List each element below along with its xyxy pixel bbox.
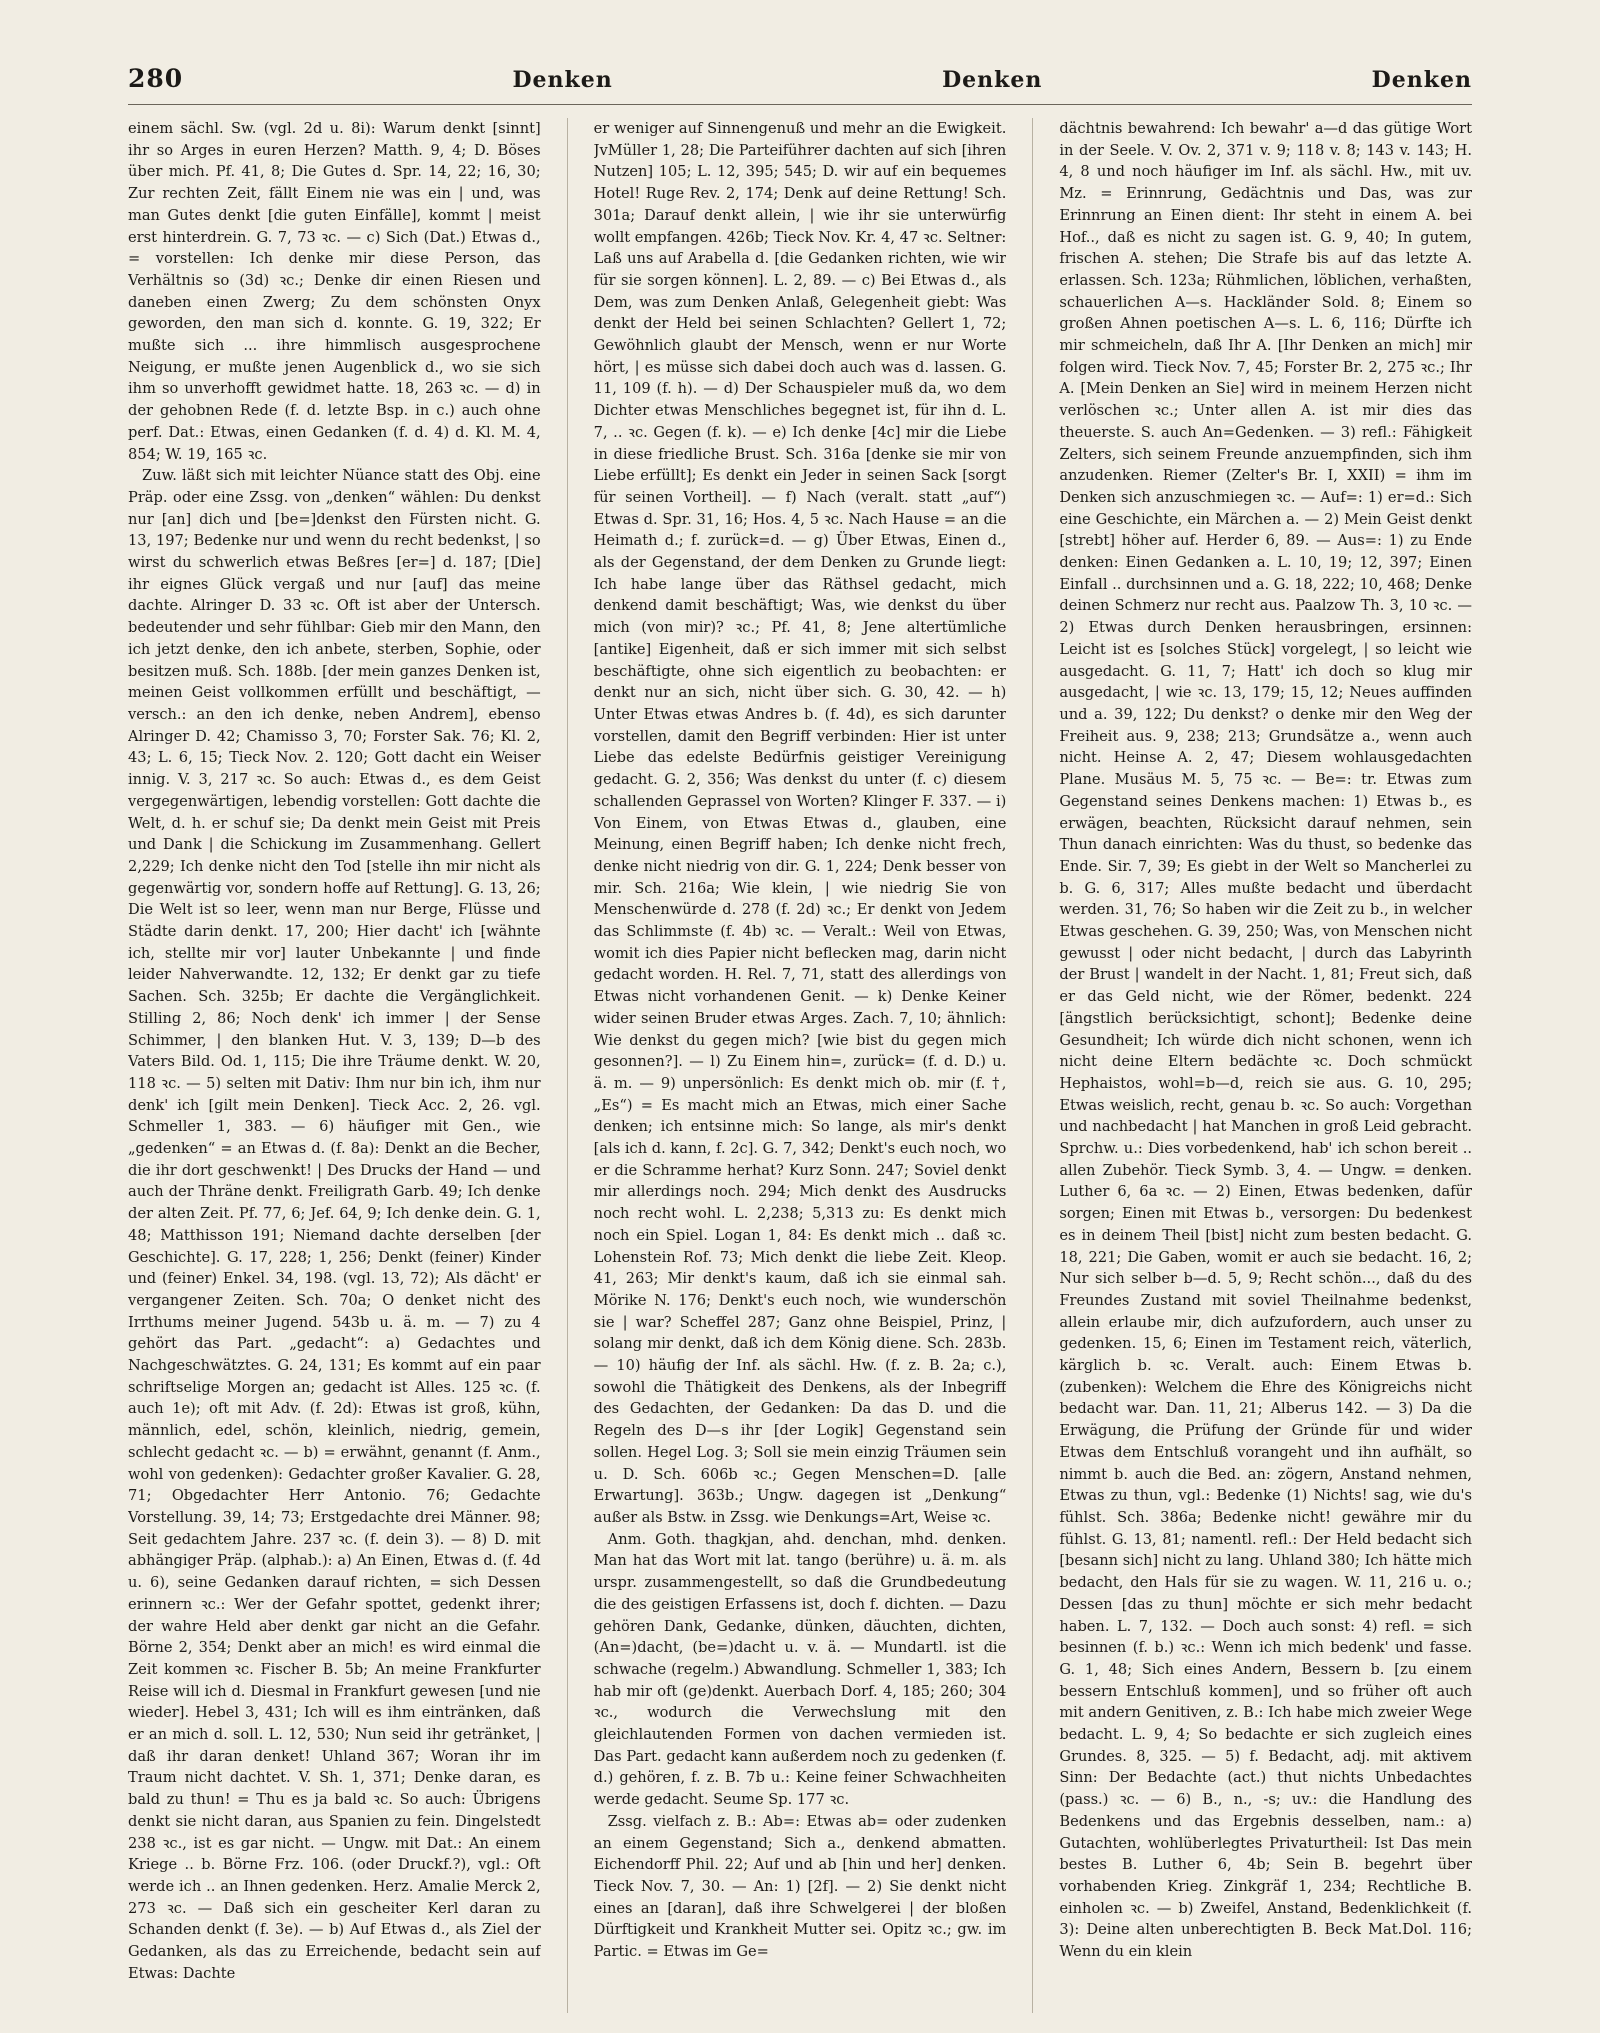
running-head-right: Denken [1371, 67, 1472, 93]
column-divider [1032, 118, 1033, 2013]
column-right [1059, 118, 1472, 2013]
compounds-paragraph: Zssg. vielfach z. B.: Ab=: Etwas ab= oder zudenken an einem Gegenstand; Sich a., denkend abmatten. Eichendorff Phil. 22; Auf und ab [hin und her] denken. Tieck Nov. 7, 30. — An: 1) [2f]. — 2) Sie denkt nicht eines an [daran], daß ihre Schwelgerei | der bloßen Dürftigkeit und Krankheit Mutter sei. Opitz ꝛc.; gw. im Partic. = Etwas im Ge= [593, 1812, 1007, 1961]
page-number: 280 [128, 64, 184, 93]
running-head-center: Denken [942, 67, 1043, 93]
page-header [128, 64, 1472, 105]
entry-paragraph: Zuw. läßt sich mit leichter Nüance statt des Obj. eine Präp. oder eine Zssg. von „denken“ wählen: Du denkst nur [an] dich und [be=]denkst den Fürsten nicht. G. 13, 197; Bedenke nur und wenn du recht bedenkst, | so wirst du schwerlich etwas Beßres [er=] d. 187; [Die] ihr eignes Glück vergaß und nur [auf] das meine dachte. Alringer D. 33 ꝛc. Oft ist aber der Untersch. bedeutender und sehr fühlbar: Gieb mir den Mann, den ich jetzt denke, den ich anbete, sterben, Sophie, oder besitzen muß. Sch. 188b. [der mein ganzes Denken ist, meinen Geist vollkommen erfüllt und beschäftigt, — versch.: an den ich denke, neben Andrem], ebenso Alringer D. 42; Chamisso 3, 70; Forster Sak. 76; Kl. 2, 43; L. 6, 15; Tieck Nov. 2. 120; Gott dacht ein Weiser innig. V. 3, 217 ꝛc. So auch: Etwas d., es dem Geist vergegenwärtigen, lebendig vorstellen: Gott dachte die Welt, d. h. er schuf sie; Da denkt mein Geist mit Preis und Dank | die Schickung im Zusammenhang. Gellert 2,229; Ich denke nicht den Tod [stelle ihn mir nicht als gegenwärtig vor, sondern hoffe auf Rettung]. G. 13, 26; Die Welt ist so leer, wenn man nur Berge, Flüsse und Städte darin denkt. 17, 200; Hier dacht' ich [wähnte ich, stellte mir vor] lauter Unbekannte | und finde leider Nahverwandte. 12, 132; Er denkt gar zu tiefe Sachen. Sch. 325b; Er dachte die Vergänglichkeit. Stilling 2, 86; Noch denk' ich immer | der Sense Schimmer, | den blanken Hut. V. 3, 139; D—b des Vaters Bild. Od. 1, 115; Die ihre Träume denkt. W. 20, 118 ꝛc. — 5) selten mit Dativ: Ihm nur bin ich, ihm nur denk' ich [gilt mein Denken]. Tieck Acc. 2, 26. vgl. Schmeller 1, 383. — 6) häufiger mit Gen., wie „gedenken“ = an Etwas d. (f. 8a): Denkt an die Becher, die ihr dort geschwenkt! | Des Drucks der Hand — und auch der Thräne denkt. Freiligrath Garb. 49; Ich denke der alten Zeit. Pf. 77, 6; Jef. 64, 9; Ich denke dein. G. 1, 48; Matthisson 191; Niemand dachte derselben [der Geschichte]. G. 17, 228; 1, 256; Denkt (feiner) Kinder und (feiner) Enkel. 34, 198. (vgl. 13, 72); Als dächt' er vergangener Zeiten. Sch. 70a; O denket nicht des Irrthums meiner Jugend. 543b u. ä. m. — 7) zu 4 gehört das Part. „gedacht“: a) Gedachtes und Nachgeschwätztes. G. 24, 131; Es kommt auf ein paar schriftselige Morgen an; gedacht ist Alles. 125 ꝛc. (f. auch 1e); oft mit Adv. (f. 2d): Etwas ist groß, kühn, männlich, edel, schön, kleinlich, niedrig, gemein, schlecht gedacht ꝛc. — b) = erwähnt, genannt (f. Anm., wohl von gedenken): Gedachter großer Kavalier. G. 28, 71; Obgedachter Herr Antonio. 76; Gedachte Vorstellung. 39, 14; 73; Erstgedachte drei Männer. 98; Seit gedachtem Jahre. 237 ꝛc. (f. dein 3). — 8) D. mit abhängiger Präp. (alphab.): a) An Einen, Etwas d. (f. 4d u. 6), seine Gedanken darauf richten, = sich Dessen erinnern ꝛc.: Wer der Gefahr spottet, gedenkt ihrer; der wahre Held aber denkt gar nicht an die Gefahr. Börne 2, 354; Denkt aber an mich! es wird einmal die Zeit kommen ꝛc. Fischer B. 5b; An meine Frankfurter Reise will ich d. Diesmal in Frankfurt gewesen [und nie wieder]. Hebel 3, 431; Ich will es ihm eintränken, daß er an mich d. soll. L. 12, 530; Nun seid ihr getränket, | daß ihr daran denket! Uhland 367; Woran ihr im Traum nicht dachtet. V. Sh. 1, 371; Denke daran, es bald zu thun! = Thu es ja bald ꝛc. So auch: Übrigens denkt sie nicht daran, aus Spanien zu fein. Dingelstedt 238 ꝛc., ist es gar nicht. — Ungw. mit Dat.: An einem Kriege .. b. Börne Frz. 106. (oder Druckf.?), vgl.: Oft werde ich .. an Ihnen gedenken. Herz. Amalie Merck 2, 273 ꝛc. — Daß sich ein gescheiter Kerl daran zu Schanden denkt (f. 3e). — b) Auf Etwas d., als Ziel der Gedanken, als das zu Erreichende, bedacht sein auf Etwas: Dachte [128, 467, 541, 1982]
entry-paragraph: einem sächl. Sw. (vgl. 2d u. 8i): Warum denkt [sinnt] ihr so Arges in euren Herzen? Matth. 9, 4; D. Böses über mich. Pf. 41, 8; Die Gutes d. Spr. 14, 22; 16, 30; Zur rechten Zeit, fällt Einem nie was ein | und, was man Gutes denkt [die guten Einfälle], kommt | meist erst hinterdrein. G. 7, 73 ꝛc. — c) Sich (Dat.) Etwas d., = vorstellen: Ich denke mir diese Person, das Verhältnis so (3d) ꝛc.; Denke dir einen Riesen und daneben einen Zwerg; Zu dem schönsten Onyx geworden, den man sich d. konnte. G. 19, 322; Er mußte sich ... ihre himmlisch ausgesprochene Neigung, er mußte jenen Augenblick d., wo sie sich ihm so unverhofft gewidmet hatte. 18, 263 ꝛc. — d) in der gehobnen Rede (f. d. letzte Bsp. in c.) auch ohne perf. Dat.: Etwas, einen Gedanken (f. d. 4) d. Kl. M. 4, 854; W. 19, 165 ꝛc. [128, 120, 541, 463]
etymology-note: Anm. Goth. thagkjan, ahd. denchan, mhd. denken. Man hat das Wort mit lat. tango (berühre) u. ä. m. als urspr. zusammengestellt, so daß die Grundbedeutung die des geistigen Erfassens ist, doch f. dichten. — Dazu gehören Dank, Gedanke, dünken, däuchten, dichten, (An=)dacht, (be=)dacht u. v. ä. — Mundartl. ist die schwache (regelm.) Abwandlung. Schmeller 1, 383; Ich hab mir oft (ge)denkt. Auerbach Dorf. 4, 185; 260; 304 ꝛc., wodurch die Verwechslung mit den gleichlautenden Formen von dachen vermieden ist. Das Part. gedacht kann außerdem noch zu gedenken (f. d.) gehören, f. z. B. 7b u.: Keine feiner Schwachheiten werde gedacht. Seume Sp. 177 ꝛc. [593, 1530, 1007, 1809]
running-head-left: Denken [512, 67, 613, 93]
entry-paragraph: er weniger auf Sinnengenuß und mehr an die Ewigkeit. JvMüller 1, 28; Die Parteiführer dachten auf sich [ihren Nutzen] 105; L. 12, 395; 545; D. wir auf ein bequemes Hotel! Ruge Rev. 2, 174; Denk auf deine Rettung! Sch. 301a; Darauf denkt allein, | wie ihr sie unterwürfig wollt empfangen. 426b; Tieck Nov. Kr. 4, 47 ꝛc. Seltner: Laß uns auf Arabella d. [die Gedanken richten, wie wir für sie sorgen können]. L. 2, 89. — c) Bei Etwas d., als Dem, was zum Denken Anlaß, Gelegenheit giebt: Was denkt der Held bei seinen Schlachten? Gellert 1, 72; Gewöhnlich glaubt der Mensch, wenn er nur Worte hört, | es müsse sich dabei doch auch was d. lassen. G. 11, 109 (f. h). — d) Der Schauspieler muß da, wo dem Dichter etwas Menschliches begegnet ist, für ihn d. L. 7, .. ꝛc. Gegen (f. k). — e) Ich denke [4c] mir die Liebe in diese friedliche Brust. Sch. 316a [denke sie mir von Liebe erfüllt]; Es denkt ein Jeder in seinen Sack [sorgt für seinen Vortheil]. — f) Nach (veralt. statt „auf“) Etwas d. Spr. 31, 16; Hos. 4, 5 ꝛc. Nach Hause = an die Heimath d.; f. zurück=d. — g) Über Etwas, Einen d., als der Gegenstand, der dem Denken zu Grunde liegt: Ich habe lange über das Räthsel gedacht, mich denkend damit beschäftigt; Was, wie denkst du über mich (von mir)? ꝛc.; Pf. 41, 8; Jene altertümliche [antike] Eigenheit, daß er sich immer mit sich selbst beschäftigte, ohne sich eigentlich zu beobachten: er denkt nur an sich, nicht über sich. G. 30, 42. — h) Unter Etwas etwas Andres b. (f. 4d), es sich darunter vorstellen, damit den Begriff verbinden: Hier ist unter Liebe das edelste Bedürfnis geistiger Vereinigung gedacht. G. 2, 356; Was denkst du unter (f. c) diesem schallenden Geprassel von Worten? Klinger F. 337. — i) Von Einem, von Etwas Etwas d., glauben, eine Meinung, einen Begriff haben; Ich denke nicht frech, denke nicht niedrig von dir. G. 1, 224; Denk besser von mir. Sch. 216a; Wie klein, | wie niedrig Sie von Menschenwürde d. 278 (f. 2d) ꝛc.; Er denkt von Jedem das Schlimmste (f. 4b) ꝛc. — Veralt.: Weil von Etwas, womit ich dies Papier nicht beflecken mag, darin nicht gedacht worden. H. Rel. 7, 71, statt des allerdings von Etwas nicht vorhandenen Genit. — k) Denke Keiner wider seinen Bruder etwas Arges. Zach. 7, 10; ähnlich: Wie denkst du gegen mich? [wie bist du gegen mich gesonnen?]. — l) Zu Einem hin=, zurück= (f. d. D.) u. ä. m. — 9) unpersönlich: Es denkt mich ob. mir (f. †,„Es“) = Es macht mich an Etwas, mich einer Sache denken; ich entsinne mich: So lange, als mir's denkt [als ich d. kann, f. 2c]. G. 7, 342; Denkt's euch noch, wo er die Schramme herhat? Kurz Sonn. 247; Soviel denkt mir allerdings noch. 294; Mich denkt des Ausdrucks noch recht wohl. L. 2,238; 5,313 zu: Es denkt mich noch ein Spiel. Logan 1, 84: Es denkt mich .. daß ꝛc. Lohenstein Rof. 73; Mich denkt die liebe Zeit. Kleop. 41, 263; Mir denkt's kaum, daß ich sie einmal sah. Mörike N. 176; Denkt's euch noch, wie wunderschön sie | war? Scheffel 287; Ganz ohne Beispiel, Prinz, | solang mir denkt, daß ich dem König diene. Sch. 283b. — 10) häufig der Inf. als sächl. Hw. (f. z. B. 2a; c.), sowohl die Thätigkeit des Denkens, als der Inbegriff des Gedachten, der Gedanken: Da das D. und die Regeln des D—s ihr [der Logik] Gegenstand sein sollen. Hegel Log. 3; Soll sie mein einzig Träumen sein u. D. Sch. 606b ꝛc.; Gegen Menschen=D. [alle Erwartung]. 363b.; Ungw. dagegen ist „Denkung“ außer als Bstw. in Zssg. wie Denkungs=Art, Weise ꝛc. [593, 120, 1007, 1526]
text-columns [128, 118, 1472, 2013]
entry-paragraph: dächtnis bewahrend: Ich bewahr' a—d das gütige Wort in der Seele. V. Ov. 2, 371 v. 9; 118 v. 8; 143 v. 143; H. 4, 8 und noch häufiger im Inf. als sächl. Hw., mit uv. Mz. = Erinnrung, Gedächtnis und Das, was zur Erinnrung an Einen dient: Ihr steht in einem A. bei Hof.., daß es nicht zu sagen ist. G. 9, 40; In gutem, frischen A. stehen; Die Strafe bis auf das letzte A. erlassen. Sch. 123a; Rühmlichen, löblichen, verhaßten, schauerlichen A—s. Hackländer Sold. 8; Einem so großen Ahnen poetischen A—s. L. 6, 116; Dürfte ich mir schmeicheln, daß Ihr A. [Ihr Denken an mich] mir folgen wird. Tieck Nov. 7, 45; Forster Br. 2, 275 ꝛc.; Ihr A. [Mein Denken an Sie] wird in meinem Herzen nicht verlöschen ꝛc.; Unter allen A. ist mir dies das theuerste. S. auch An=Gedenken. — 3) refl.: Fähigkeit Zelters, sich seinem Freunde anzuempfinden, sich ihm anzudenken. Riemer (Zelter's Br. I, XXII) = ihm im Denken sich anzuschmiegen ꝛc. — Auf=: 1) er=d.: Sich eine Geschichte, ein Märchen a. — 2) Mein Geist denkt [strebt] höher auf. Herder 6, 89. — Aus=: 1) zu Ende denken: Einen Gedanken a. L. 10, 19; 12, 397; Einen Einfall .. durchsinnen und a. G. 18, 222; 10, 468; Denke deinen Schmerz nur recht aus. Paalzow Th. 3, 10 ꝛc. — 2) Etwas durch Denken herausbringen, ersinnen: Leicht ist es [solches Stück] vorgelegt, | so leicht wie ausgedacht. G. 11, 7; Hatt' ich doch so klug mir ausgedacht, | wie ꝛc. 13, 179; 15, 12; Neues auffinden und a. 39, 122; Du denkst? o denke mir den Weg der Freiheit aus. 9, 238; 213; Grundsätze a., wenn auch nicht. Heinse A. 2, 47; Diesem wohlausgedachten Plane. Musäus M. 5, 75 ꝛc. — Be=: tr. Etwas zum Gegenstand seines Denkens machen: 1) Etwas b., es erwägen, beachten, Rücksicht darauf nehmen, sein Thun danach einrichten: Was du thust, so bedenke das Ende. Sir. 7, 39; Es giebt in der Welt so Mancherlei zu b. G. 6, 317; Alles mußte bedacht und überdacht werden. 31, 76; So haben wir die Zeit zu b., in welcher Etwas geschehen. G. 39, 250; Was, von Menschen nicht gewusst | oder nicht bedacht, | durch das Labyrinth der Brust | wandelt in der Nacht. 1, 81; Freut sich, daß er das Geld nicht, wie der Römer, bedenkt. 224 [ängstlich berücksichtigt, schont]; Bedenke deine Gesundheit; Ich würde dich nicht schonen, wenn ich nicht deine Eltern bedächte ꝛc. Doch schmückt Hephaistos, wohl=b—d, reich sie aus. G. 10, 295; Etwas weislich, recht, genau b. ꝛc. So auch: Vorgethan und nachbedacht | hat Manchen in groß Leid gebracht. Sprchw. u.: Dies vorbedenkend, hab' ich schon bereit .. allen Zubehör. Tieck Symb. 3, 4. — Ungw. = denken. Luther 6, 6a ꝛc. — 2) Einen, Etwas bedenken, dafür sorgen; Einen mit Etwas b., versorgen: Du bedenkest es in deinem Theil [bist] nicht zum besten bedacht. G. 18, 221; Die Gaben, womit er auch sie bedacht. 16, 2; Nur sich selber b—d. 5, 9; Recht schön..., daß du des Freundes Zustand mit soviel Theilnahme bedenkst, allein erlaube mir, dich aufzufordern, auch unser zu gedenken. 15, 6; Einen im Testament reich, väterlich, kärglich b. ꝛc. Veralt. auch: Einem Etwas b. (zubenken): Welchem die Ehre des Königreichs nicht bedacht war. Dan. 11, 21; Alberus 142. — 3) Da die Erwägung, die Prüfung der Gründe für und wider Etwas dem Entschluß vorangeht und ihn aufhält, so nimmt b. auch die Bed. an: zögern, Anstand nehmen, Etwas zu thun, vgl.: Bedenke (1) Nichts! sag, wie du's fühlst. Sch. 386a; Bedenke nicht! gewähre mir du fühlst. G. 13, 81; namentl. refl.: Der Held bedacht sich [besann sich] nicht zu lang. Uhland 380; Ich hätte mich bedacht, den Hals für sie zu wagen. W. 11, 216 u. o.; Dessen [das zu thun] möchte er sich mehr bedacht haben. L. 7, 132. — Doch auch sonst: 4) refl. = sich besinnen (f. b.) ꝛc.: Wenn ich mich bedenk' und fasse. G. 1, 48; Sich eines Andern, Bessern b. [zu einem bessern Entschluß kommen], und so früher oft auch mit andern Genitiven, z. B.: Ich habe mich zweier Wege bedacht. L. 9, 4; So bedachte er sich zugleich eines Grundes. 8, 325. — 5) f. Bedacht, adj. mit aktivem Sinn: Der Bedachte (act.) thut nichts Unbedachtes (pass.) ꝛc. — 6) B., n., -s; uv.: die Handlung des Bedenkens und das Ergebnis desselben, nam.: a) Gutachten, wohlüberlegtes Privaturtheil: Ist Das mein bestes B. Luther 6, 4b; Sein B. begehrt über vorhabenden Krieg. Zinkgräf 1, 234; Rechtliche B. einholen ꝛc. — b) Zweifel, Anstand, Bedenklichkeit (f. 3): Deine alten unberechtigten B. Beck Mat.Dol. 116; Wenn du ein klein [1059, 120, 1473, 1961]
column-left [128, 118, 541, 2013]
column-divider [567, 118, 568, 2013]
column-middle [594, 118, 1007, 2013]
